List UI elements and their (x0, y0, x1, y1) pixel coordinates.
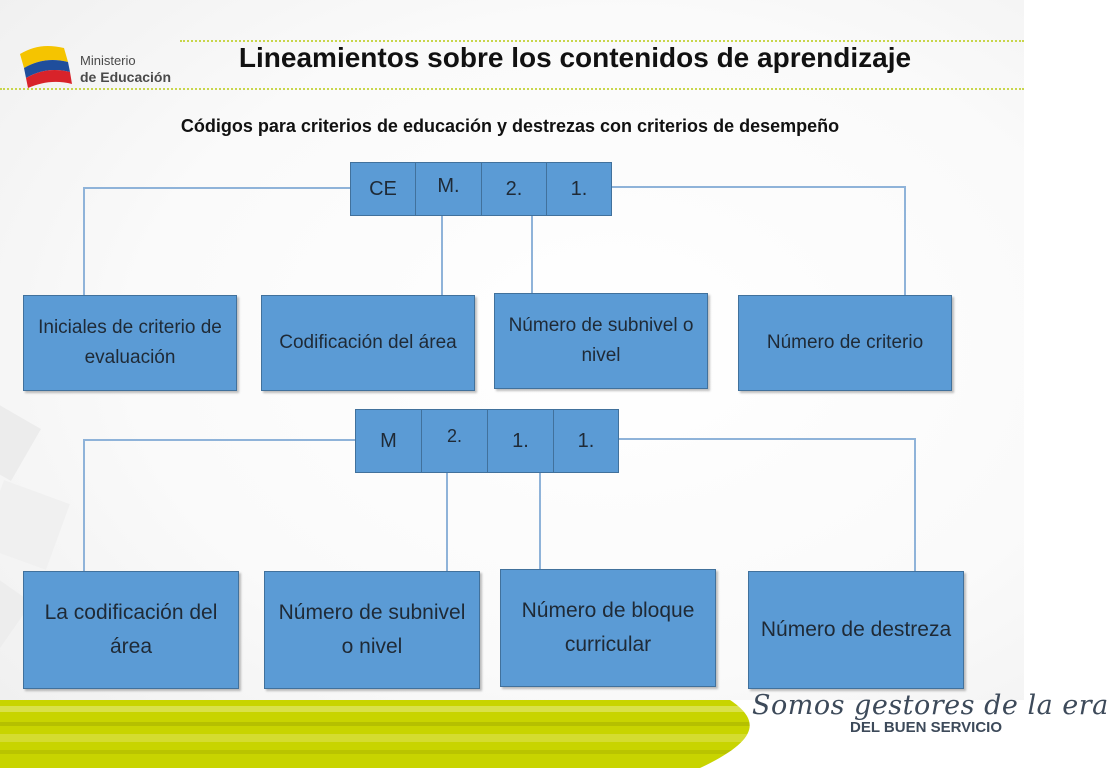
connector-d2-4 (619, 439, 915, 571)
box-numero-bloque: Número de bloque curricular (500, 569, 716, 687)
page-subtitle: Códigos para criterios de educación y destrezas con criterios de desempeño (180, 116, 840, 136)
box-numero-destreza: Número de destreza (748, 571, 964, 689)
slogan-caps: DEL BUEN SERVICIO (850, 719, 1002, 736)
box-numero-subnivel: Número de subnivel o nivel (494, 293, 708, 389)
code-cell-skill: 1. (553, 409, 619, 473)
page-title: Lineamientos sobre los contenidos de aprendizaje (238, 42, 912, 73)
code-cell-block: 1. (487, 409, 554, 473)
box-numero-criterio: Número de criterio (738, 295, 952, 391)
box-iniciales-criterio: Iniciales de criterio de evaluación (23, 295, 237, 391)
box-codificacion-area: Codificación del área (261, 295, 475, 391)
slogan-script: Somos gestores de la era (752, 690, 1109, 721)
code-cell-ce: CE (350, 162, 416, 216)
code-cell-level: 2. (481, 162, 547, 216)
code-cell-criterion: 1. (546, 162, 612, 216)
logo-text-line2: de Educación (80, 69, 172, 85)
connector-d1-4 (611, 187, 905, 295)
box-codificacion-area-2: La codificación del área (23, 571, 239, 689)
slogan (752, 690, 1109, 736)
code-cell-level-2: 2. (421, 409, 488, 473)
code-cell-area: M. (415, 162, 482, 216)
connector-d1-1 (84, 188, 350, 295)
connector-d2-1 (84, 440, 355, 571)
box-numero-subnivel-2: Número de subnivel o nivel (264, 571, 480, 689)
code-cell-area-2: M (355, 409, 422, 473)
logo-text-line1: Ministerio (80, 53, 136, 68)
